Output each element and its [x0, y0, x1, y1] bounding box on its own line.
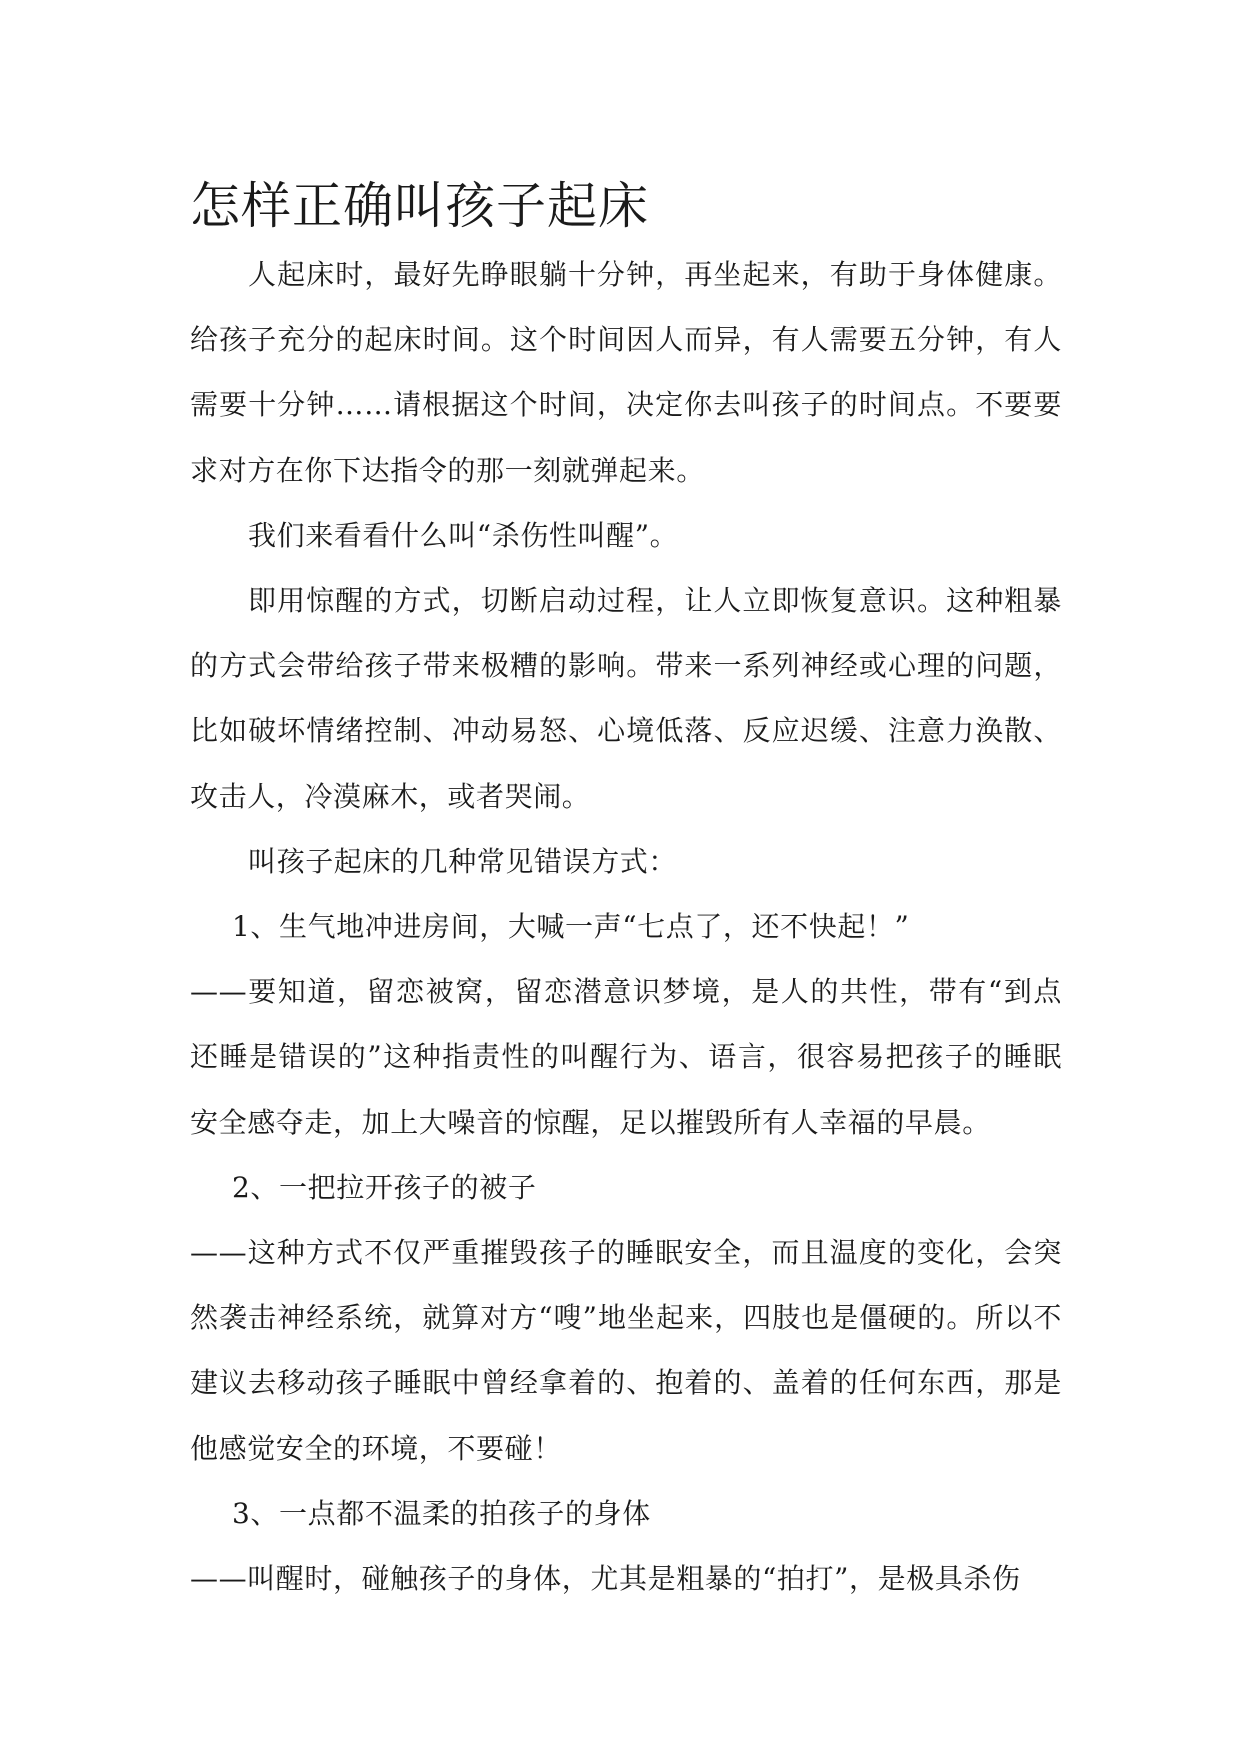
paragraph-list-heading: 叫孩子起床的几种常见错误方式：	[248, 844, 678, 878]
list-item-1-body: ——要知道，留恋被窝，留恋潜意识梦境，是人的共性，带有“到点还睡是错误的”这种指责性的叫醒行为、语言，很容易把孩子的睡眠安全感夺走，加上大噪音的惊醒，足以摧毁所有人幸福的早晨。	[190, 975, 1062, 1139]
list-item-1-heading: 1、生气地冲进房间，大喊一声“七点了，还不快起！”	[232, 910, 910, 944]
list-item-2-heading: 2、一把拉开孩子的被子	[232, 1170, 537, 1204]
document-body	[190, 242, 1062, 1611]
list-item-3-heading: 3、一点都不温柔的拍孩子的身体	[232, 1496, 651, 1530]
list-item-2-body: ——这种方式不仅严重摧毁孩子的睡眠安全，而且温度的变化，会突然袭击神经系统，就算对方“嗖”地坐起来，四肢也是僵硬的。所以不建议去移动孩子睡眠中曾经拿着的、抱着的、盖着的任何东西，那是他感觉安全的环境，不要碰！	[190, 1236, 1062, 1465]
list-item-3-body: ——叫醒时，碰触孩子的身体，尤其是粗暴的“拍打”，是极具杀伤	[190, 1562, 1021, 1596]
paragraph-question: 我们来看看什么叫“杀伤性叫醒”。	[248, 518, 679, 552]
paragraph-definition: 即用惊醒的方式，切断启动过程，让人立即恢复意识。这种粗暴的方式会带给孩子带来极糟的影响。带来一系列神经或心理的问题，比如破坏情绪控制、冲动易怒、心境低落、反应迟缓、注意力涣散、攻击人，冷漠麻木，或者哭闹。	[190, 584, 1062, 813]
paragraph-intro: 人起床时，最好先睁眼躺十分钟，再坐起来，有助于身体健康。给孩子充分的起床时间。这个时间因人而异，有人需要五分钟，有人需要十分钟……请根据这个时间，决定你去叫孩子的时间点。不要要求对方在你下达指令的那一刻就弹起来。	[190, 258, 1062, 487]
document-title: 怎样正确叫孩子起床	[190, 177, 649, 235]
